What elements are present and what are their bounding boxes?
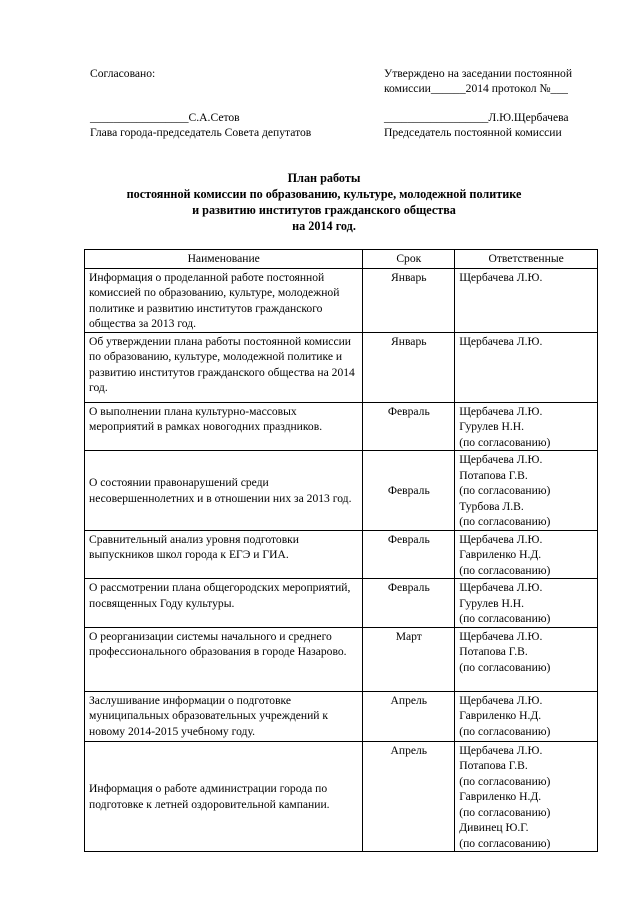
table-row — [85, 332, 598, 402]
row-name: О состоянии правонарушений среди несовершеннолетних и в отношении них за 2013 год. — [85, 451, 363, 531]
document-title — [60, 170, 588, 234]
row-responsible — [455, 691, 598, 741]
row-term: Март — [363, 627, 455, 691]
responsible-person: Гурулев Н.Н. — [459, 420, 525, 433]
row-term: Январь — [363, 268, 455, 332]
row-term: Апрель — [363, 691, 455, 741]
row-responsible — [455, 451, 598, 531]
table-row — [85, 451, 598, 531]
table-row — [85, 268, 598, 332]
approval-left — [90, 66, 350, 140]
agreed-label: Согласовано: — [90, 67, 156, 80]
responsible-person: (по согласованию) — [459, 515, 551, 528]
plan-table — [84, 249, 598, 852]
approved-line-1: Утверждено на заседании постоянной — [384, 67, 573, 80]
responsible-person: (по согласованию) — [459, 484, 551, 497]
responsible-person: Потапова Г.В. — [459, 645, 528, 658]
row-responsible — [455, 627, 598, 691]
header-responsible: Ответственные — [455, 250, 598, 269]
right-position: Председатель постоянной комиссии — [384, 126, 562, 139]
responsible-person: Щербачева Л.Ю. — [459, 270, 543, 284]
responsible-person: (по согласованию) — [459, 724, 551, 738]
row-term: Январь — [363, 332, 455, 402]
row-responsible — [455, 530, 598, 579]
row-name: Информация о проделанной работе постоянной комиссией по образованию, культуре, молодежной политике и развитию институтов гражданского общества за 2013 год. — [85, 268, 363, 332]
row-responsible — [455, 741, 598, 852]
row-term: Февраль — [363, 451, 455, 531]
row-name: Сравнительный анализ уровня подготовки выпускников школ города к ЕГЭ и ГИА. — [85, 530, 363, 579]
table-row — [85, 741, 598, 852]
row-responsible — [455, 402, 598, 451]
responsible-person: (по согласованию) — [459, 563, 551, 577]
responsible-person: Щербачева Л.Ю. — [459, 404, 543, 418]
left-position: Глава города-председатель Совета депутатов — [90, 126, 312, 139]
title-line-3: и развитию институтов гражданского общества — [192, 203, 456, 217]
table-row — [85, 402, 598, 451]
row-name: Заслушивание информации о подготовке муниципальных образовательных учреждений к новому 2014-2015 учебному году. — [85, 691, 363, 741]
table-row — [85, 530, 598, 579]
row-term: Февраль — [363, 579, 455, 628]
title-line-2: постоянной комиссии по образованию, культуре, молодежной политике — [126, 187, 522, 201]
responsible-person: Гавриленко Н.Д. — [459, 790, 542, 803]
table-row — [85, 579, 598, 628]
responsible-person: Щербачева Л.Ю. — [459, 453, 543, 466]
row-name: О рассмотрении плана общегородских мероприятий, посвященных Году культуры. — [85, 579, 363, 628]
row-name: Об утверждении плана работы постоянной комиссии по образованию, культуре, молодежной политике и развитию институтов гражданского общества на 2014 год. — [85, 332, 363, 402]
table-header-row — [85, 250, 598, 269]
row-responsible — [455, 268, 598, 332]
header-term: Срок — [363, 250, 455, 269]
row-term: Апрель — [363, 741, 455, 852]
table-row — [85, 627, 598, 691]
approved-line-2: комиссии______2014 протокол №___ — [384, 82, 568, 95]
responsible-person: Щербачева Л.Ю. — [459, 743, 543, 757]
row-name: О реорганизации системы начального и среднего профессионального образования в городе Назарово. — [85, 627, 363, 691]
title-line-1: План работы — [287, 171, 361, 185]
responsible-person: (по согласованию) — [459, 805, 551, 819]
row-name: Информация о работе администрации города по подготовке к летней оздоровительной кампании. — [85, 741, 363, 852]
row-term: Февраль — [363, 402, 455, 451]
row-responsible — [455, 579, 598, 628]
responsible-person: (по согласованию) — [459, 836, 551, 850]
responsible-person: Гурулев Н.Н. — [459, 596, 525, 610]
responsible-person: (по согласованию) — [459, 774, 551, 788]
responsible-person: Щербачева Л.Ю. — [459, 629, 543, 643]
right-signature: __________________Л.Ю.Щербачева — [384, 111, 569, 124]
responsible-person: (по согласованию) — [459, 660, 551, 674]
approval-right — [384, 66, 624, 140]
table-row — [85, 691, 598, 741]
responsible-person: Турбова Л.В. — [459, 499, 524, 513]
responsible-person: (по согласованию) — [459, 435, 551, 449]
left-signature: _________________С.А.Сетов — [90, 111, 240, 124]
row-responsible — [455, 332, 598, 402]
responsible-person: Дивинец Ю.Г. — [459, 821, 529, 834]
responsible-person: Щербачева Л.Ю. — [459, 693, 543, 707]
row-name: О выполнении плана культурно-массовых мероприятий в рамках новогодних праздников. — [85, 402, 363, 451]
responsible-person: Гавриленко Н.Д. — [459, 709, 542, 722]
responsible-person: Гавриленко Н.Д. — [459, 548, 542, 561]
responsible-person: Щербачева Л.Ю. — [459, 334, 543, 348]
responsible-person: (по согласованию) — [459, 612, 551, 625]
title-line-4: на 2014 год. — [292, 219, 356, 233]
responsible-person: Потапова Г.В. — [459, 759, 528, 772]
responsible-person: Щербачева Л.Ю. — [459, 532, 543, 546]
row-term: Февраль — [363, 530, 455, 579]
header-name: Наименование — [85, 250, 363, 269]
responsible-person: Щербачева Л.Ю. — [459, 581, 543, 594]
responsible-person: Потапова Г.В. — [459, 468, 528, 482]
